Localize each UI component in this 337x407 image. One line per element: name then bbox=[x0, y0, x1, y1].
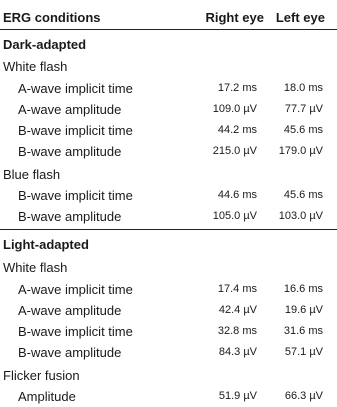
row-label: B-wave implicit time bbox=[18, 324, 133, 339]
table-row bbox=[0, 386, 337, 407]
left-eye-value: 77.7 µV bbox=[284, 103, 323, 115]
right-eye-value: 51.9 µV bbox=[218, 390, 257, 402]
right-eye-value: 84.3 µV bbox=[218, 346, 257, 358]
row-label: B-wave amplitude bbox=[18, 209, 122, 224]
row-label: B-wave implicit time bbox=[18, 188, 133, 203]
group-title: Blue flash bbox=[3, 167, 61, 182]
section-title: Dark-adapted bbox=[3, 37, 87, 52]
row-label: A-wave amplitude bbox=[18, 303, 122, 318]
header-right-eye: Right eye bbox=[205, 10, 264, 25]
header-rule bbox=[0, 29, 337, 30]
right-eye-value: 17.4 ms bbox=[217, 283, 257, 295]
group-light-white-flash bbox=[0, 257, 337, 278]
header-conditions: ERG conditions bbox=[3, 10, 101, 25]
right-eye-value: 42.4 µV bbox=[218, 304, 257, 316]
table-row bbox=[0, 99, 337, 120]
table-row bbox=[0, 78, 337, 99]
group-light-flicker-fusion bbox=[0, 365, 337, 386]
right-eye-value: 44.6 ms bbox=[217, 189, 257, 201]
section-rule bbox=[0, 229, 337, 230]
row-label: A-wave implicit time bbox=[18, 282, 133, 297]
right-eye-value: 105.0 µV bbox=[212, 210, 257, 222]
left-eye-value: 179.0 µV bbox=[278, 145, 323, 157]
section-title: Light-adapted bbox=[3, 237, 89, 252]
table-row bbox=[0, 120, 337, 141]
left-eye-value: 18.0 ms bbox=[283, 82, 323, 94]
group-title: White flash bbox=[3, 260, 68, 275]
group-title: Flicker fusion bbox=[3, 368, 80, 383]
right-eye-value: 17.2 ms bbox=[217, 82, 257, 94]
left-eye-value: 16.6 ms bbox=[283, 283, 323, 295]
right-eye-value: 32.8 ms bbox=[217, 325, 257, 337]
group-dark-white-flash bbox=[0, 56, 337, 77]
table-row bbox=[0, 279, 337, 300]
row-label: Amplitude bbox=[18, 389, 76, 404]
header-left-eye: Left eye bbox=[275, 10, 325, 25]
table-row bbox=[0, 342, 337, 363]
table-row bbox=[0, 206, 337, 227]
left-eye-value: 19.6 µV bbox=[284, 304, 323, 316]
table-row bbox=[0, 321, 337, 342]
left-eye-value: 66.3 µV bbox=[284, 390, 323, 402]
row-label: B-wave amplitude bbox=[18, 345, 122, 360]
section-light-adapted bbox=[0, 234, 337, 255]
table-row bbox=[0, 141, 337, 162]
left-eye-value: 57.1 µV bbox=[284, 346, 323, 358]
right-eye-value: 215.0 µV bbox=[212, 145, 257, 157]
row-label: B-wave amplitude bbox=[18, 144, 122, 159]
left-eye-value: 45.6 ms bbox=[283, 189, 323, 201]
left-eye-value: 45.6 ms bbox=[283, 124, 323, 136]
table-row bbox=[0, 185, 337, 206]
section-dark-adapted bbox=[0, 34, 337, 55]
group-title: White flash bbox=[3, 59, 68, 74]
header-row bbox=[0, 7, 337, 28]
row-label: B-wave implicit time bbox=[18, 123, 133, 138]
right-eye-value: 44.2 ms bbox=[217, 124, 257, 136]
right-eye-value: 109.0 µV bbox=[212, 103, 257, 115]
left-eye-value: 103.0 µV bbox=[278, 210, 323, 222]
left-eye-value: 31.6 ms bbox=[283, 325, 323, 337]
row-label: A-wave amplitude bbox=[18, 102, 122, 117]
group-dark-blue-flash bbox=[0, 164, 337, 185]
table-row bbox=[0, 300, 337, 321]
row-label: A-wave implicit time bbox=[18, 81, 133, 96]
